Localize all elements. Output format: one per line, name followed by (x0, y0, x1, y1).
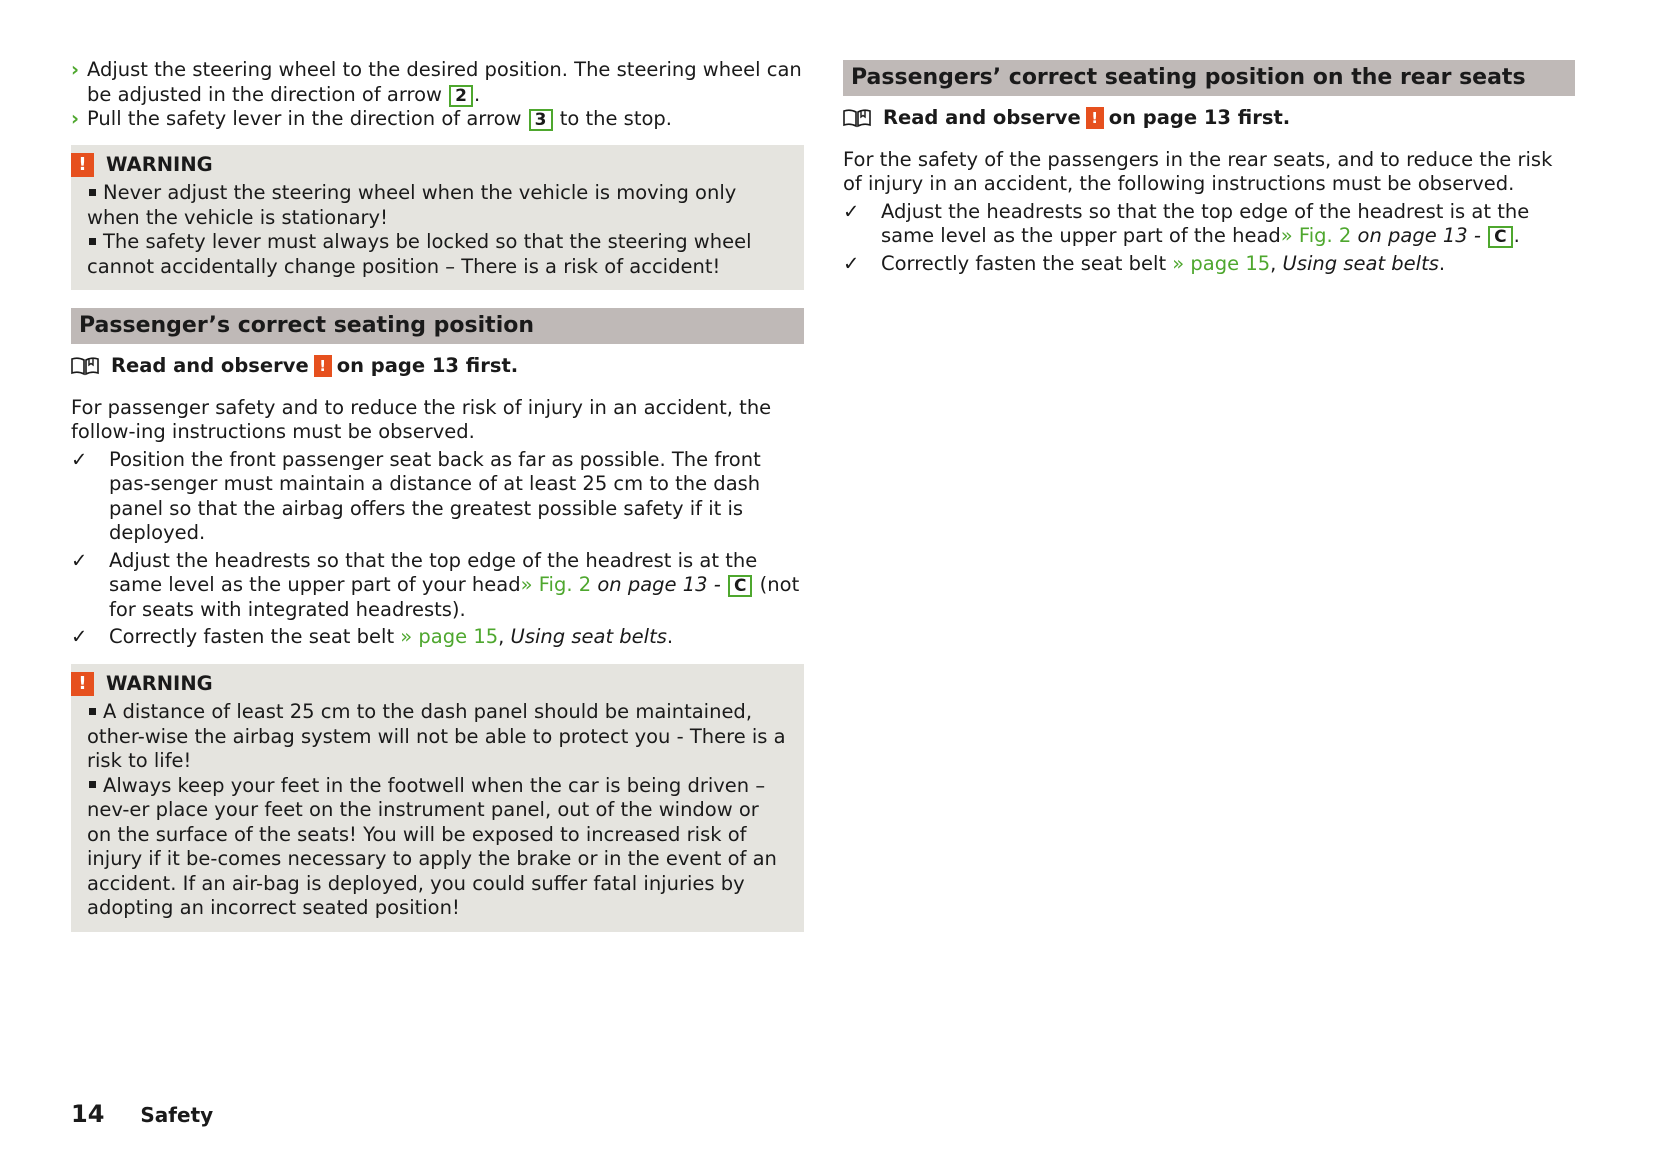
check-icon: ✓ (71, 625, 88, 648)
chapter-label: Safety (140, 1103, 214, 1127)
warning-item: The safety lever must always be locked so that the steering wheel cannot accidentally change position – There is a risk of accident! (87, 230, 752, 278)
section-title: Passengers’ correct seating position on the rear seats (843, 60, 1575, 96)
step-arrow-icon: › (71, 107, 80, 130)
left-column (71, 58, 804, 932)
page-link[interactable]: » page 15 (400, 625, 499, 648)
bullet-square-icon (89, 708, 96, 715)
warning-icon: ! (71, 153, 94, 177)
section-title: Passenger’s correct seating position (71, 308, 804, 344)
bullet-square-icon (89, 781, 96, 788)
list-item: ✓ Correctly fasten the seat belt » page 15, Using seat belts. (71, 625, 674, 648)
list-item: ✓ Adjust the headrests so that the top edge of the headrest is at the same level as the upper part of the head» Fig. 2 on page 13 - C . (843, 199, 1530, 247)
figure-link[interactable]: » Fig. 2 (520, 573, 592, 596)
read-observe-note: Read and observe ! on page 13 first. (71, 354, 804, 379)
figure-link[interactable]: » Fig. 2 (1280, 224, 1352, 247)
warning-icon: ! (314, 355, 332, 377)
warning-icon: ! (71, 672, 94, 696)
figure-part-box: C (728, 575, 752, 597)
warning-icon: ! (1086, 107, 1104, 129)
page-link[interactable]: » page 15 (1172, 251, 1271, 275)
book-icon (843, 108, 871, 128)
warning-item: Always keep your feet in the footwell when the car is being driven – nev-er place your feet on the instrument panel, out of the window or on the surface of the seats! You will be exposed to increased risk of injury if it be-comes necessary to apply the brake or in the event of an accident. If an air-bag is deployed, you could suffer fatal injuries by adopting an incorrect seated position! (87, 773, 777, 919)
bullet-square-icon (89, 189, 96, 196)
list-item: ✓ Correctly fasten the seat belt » page 15, Using seat belts. (843, 251, 1446, 275)
list-item: ✓ Position the front passenger seat back as far as possible. The front pas-senger must maintain a distance of at least 25 cm to the dash panel so that the airbag offers the greatest possible safety if it is deployed. (71, 447, 761, 544)
arrow-number-box: 3 (529, 109, 553, 131)
page-number: 14 (71, 1100, 105, 1128)
page-footer (71, 1102, 213, 1128)
book-icon (71, 356, 99, 376)
warning-title: WARNING (106, 152, 213, 176)
check-icon: ✓ (843, 199, 860, 223)
check-icon: ✓ (71, 548, 88, 572)
intro-paragraph: For the safety of the passengers in the rear seats, and to reduce the risk of injury in an accident, the following instructions must be observed. (843, 147, 1553, 195)
check-icon: ✓ (71, 447, 88, 471)
bullet-square-icon (89, 238, 96, 245)
warning-box (71, 664, 804, 932)
instruction-step: › Pull the safety lever in the direction of arrow 3 to the stop. (71, 107, 672, 130)
read-observe-note: Read and observe ! on page 13 first. (843, 106, 1575, 131)
warning-item: Never adjust the steering wheel when the vehicle is moving only when the vehicle is stationary! (87, 181, 737, 229)
checklist (843, 200, 1575, 277)
intro-paragraph: For passenger safety and to reduce the risk of injury in an accident, the follow-ing instructions must be observed. (71, 395, 772, 443)
checklist (71, 448, 804, 650)
warning-box (71, 145, 804, 291)
warning-item: A distance of least 25 cm to the dash panel should be maintained, other-wise the airbag system will not be able to protect you - There is a risk to life! (87, 700, 786, 772)
warning-header (71, 153, 788, 178)
instruction-step: › Adjust the steering wheel to the desired position. The steering wheel can be adjusted in the direction of arrow 2 . (71, 58, 802, 106)
list-item: ✓ Adjust the headrests so that the top edge of the headrest is at the same level as the upper part of your head» Fig. 2 on page 13 - C (not for seats with integrated headrests). (71, 548, 800, 621)
step-arrow-icon: › (71, 58, 80, 81)
figure-part-box: C (1488, 226, 1512, 248)
warning-header (71, 672, 788, 697)
warning-title: WARNING (106, 671, 213, 695)
right-column (843, 58, 1575, 276)
check-icon: ✓ (843, 251, 860, 275)
arrow-number-box: 2 (449, 85, 473, 107)
